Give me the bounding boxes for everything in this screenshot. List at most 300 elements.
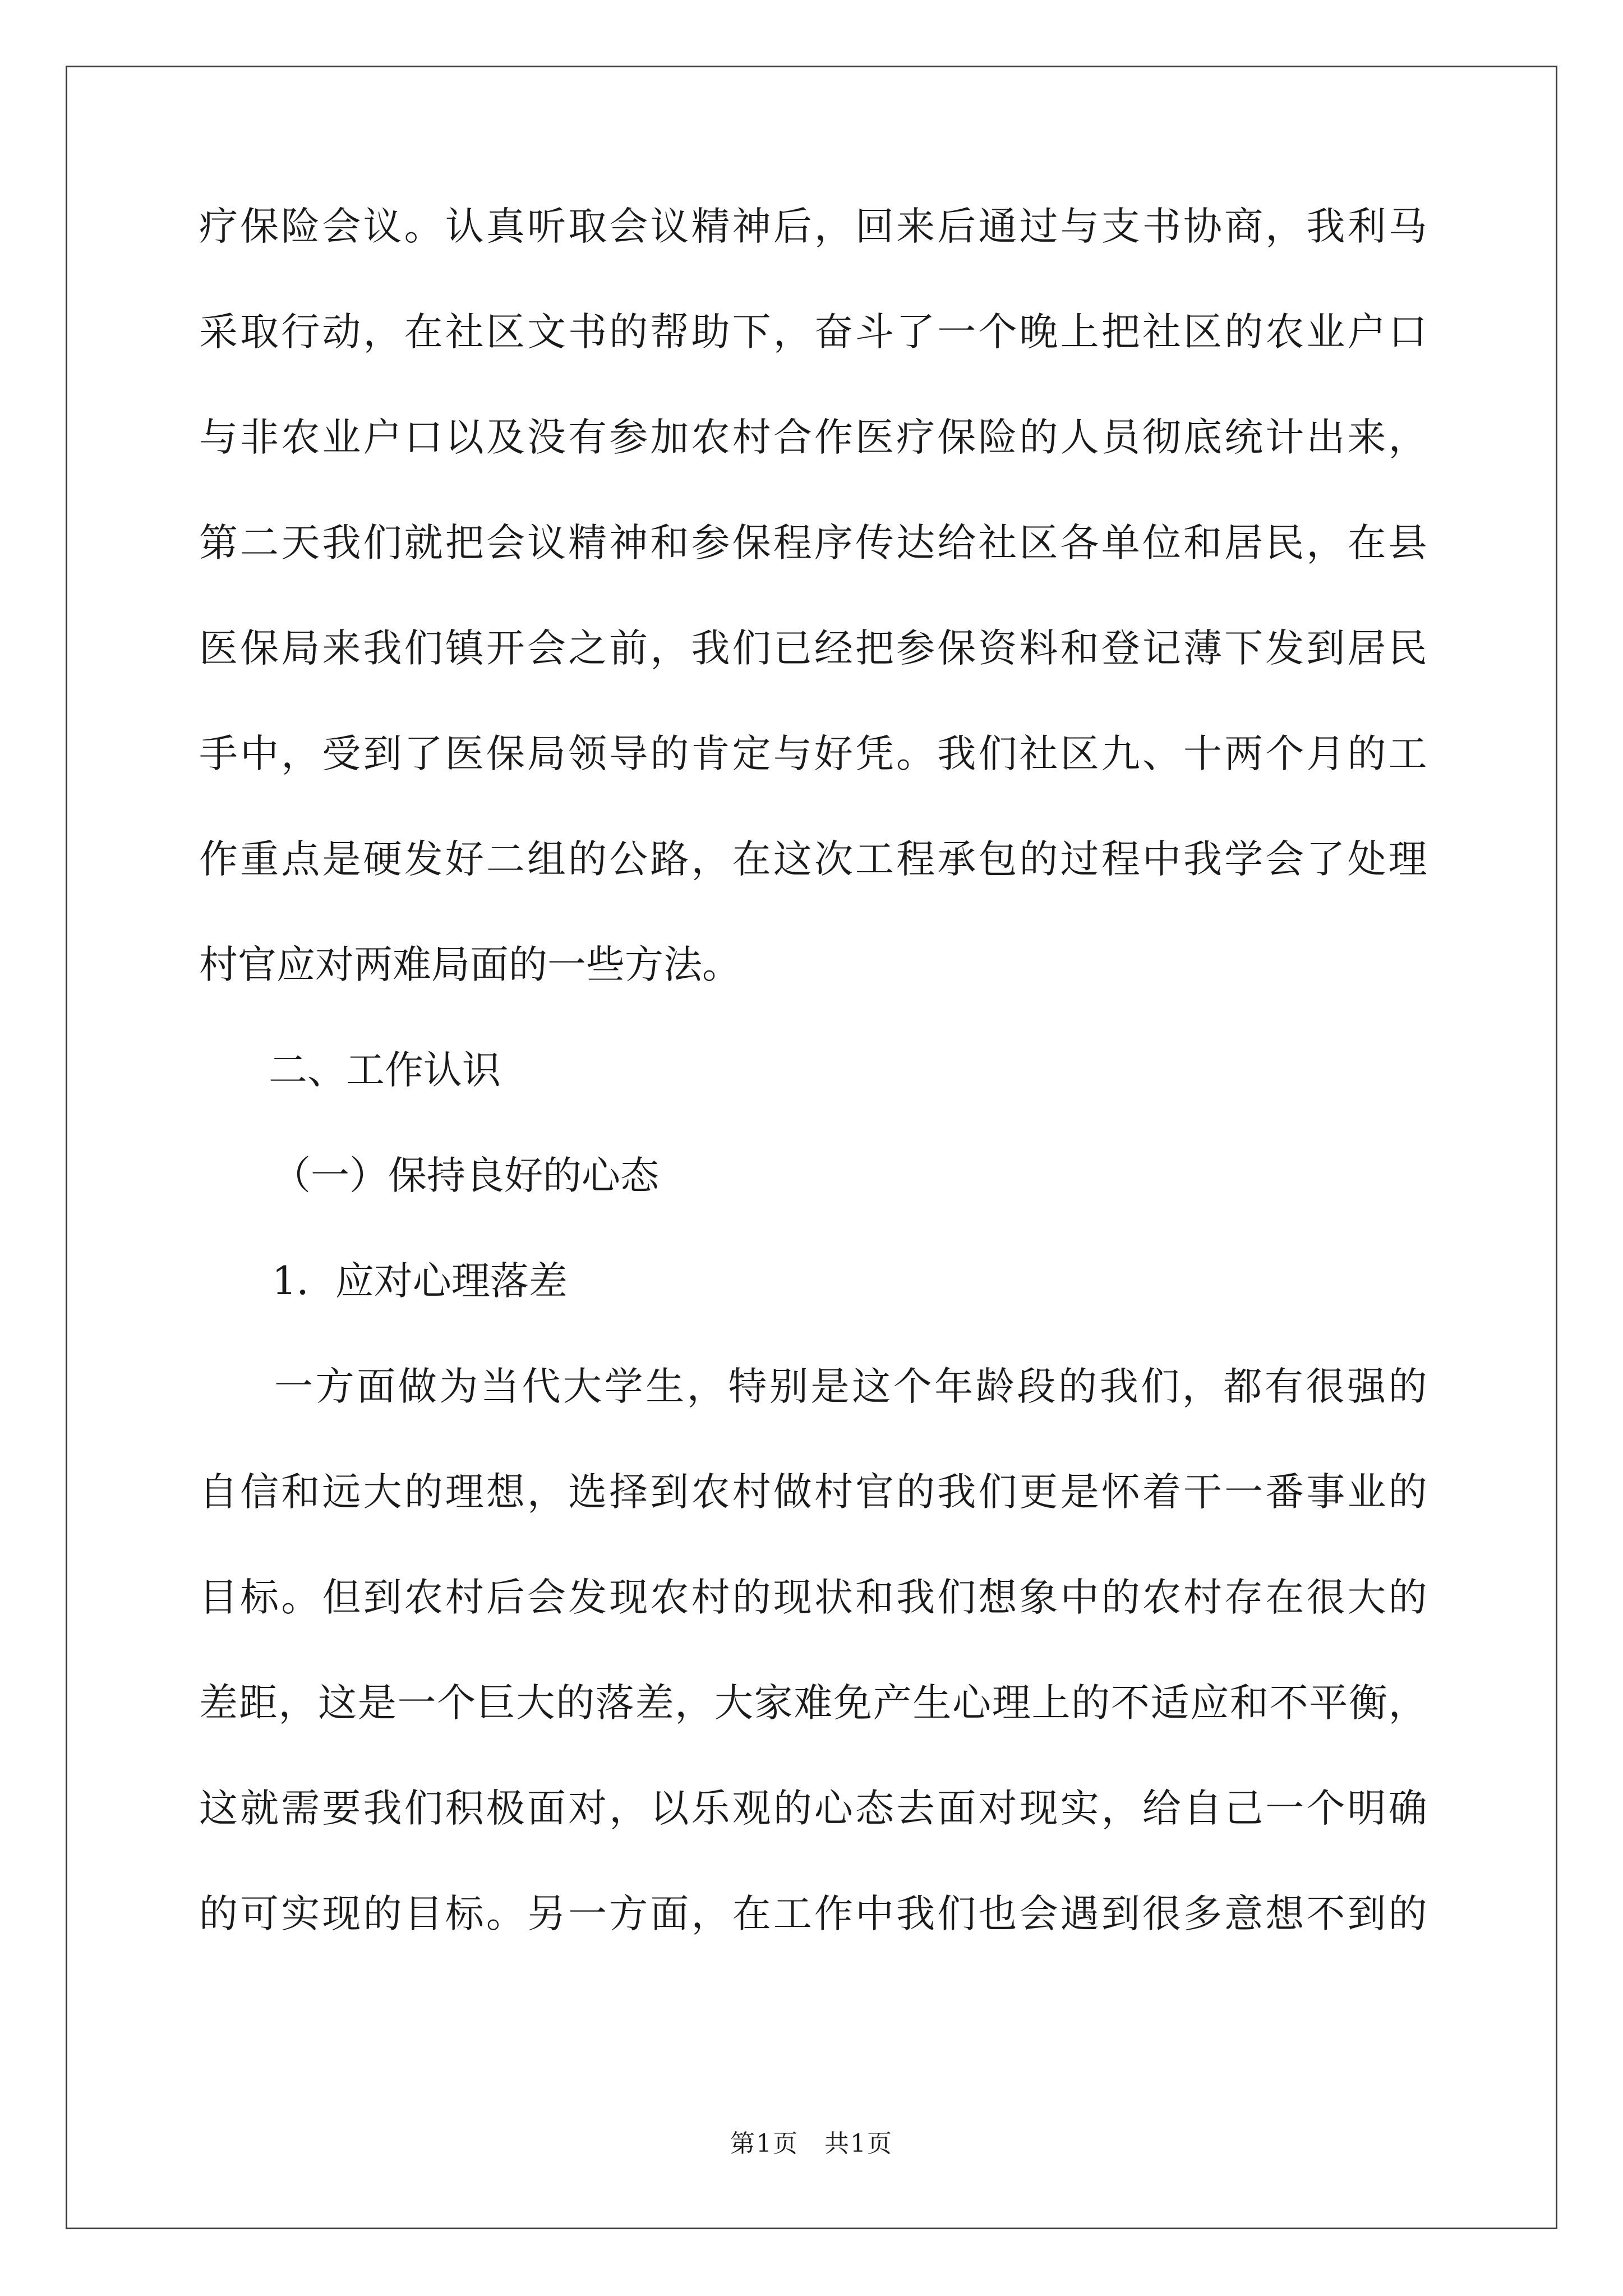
text-char: 的 <box>404 1470 443 1515</box>
text-char: 二 <box>240 521 279 565</box>
text-char: 月 <box>1306 731 1345 776</box>
text-char: 但 <box>322 1575 361 1620</box>
text-char: 做 <box>398 1364 437 1409</box>
text-char: 大 <box>563 1364 602 1409</box>
text-char: 。 <box>404 204 443 249</box>
text-char: 九 <box>1101 731 1140 776</box>
text-char: 奋 <box>814 310 853 355</box>
text-char: 业 <box>1347 1470 1386 1515</box>
text-char: 议 <box>650 204 689 249</box>
text-char: 这 <box>852 1364 891 1409</box>
text-char: 强 <box>1347 1364 1386 1409</box>
text-char: 和 <box>855 1575 894 1620</box>
text-char: 去 <box>896 1786 935 1831</box>
text-char: 我 <box>896 1892 935 1936</box>
text-char: 后 <box>486 1575 525 1620</box>
text-char: 衡 <box>1348 1681 1387 1726</box>
text-char: 险 <box>978 415 1017 460</box>
text-char: 助 <box>691 310 730 355</box>
document-body <box>199 204 1427 2000</box>
text-char: 大 <box>714 1681 753 1726</box>
text-char: 我 <box>691 626 730 671</box>
text-char: 没 <box>527 415 566 460</box>
text-char: 路 <box>650 837 689 882</box>
text-char: 手 <box>199 731 238 776</box>
text-char: 现 <box>322 1892 361 1936</box>
text-char: 学 <box>1224 837 1264 882</box>
text-char: 们 <box>937 1892 976 1936</box>
text-char: 生 <box>912 1681 952 1726</box>
text-char: 巨 <box>476 1681 515 1726</box>
text-char: 计 <box>1265 415 1304 460</box>
text-char: 好 <box>814 731 853 776</box>
text-char: 民 <box>1265 521 1304 565</box>
text-char: 发 <box>1265 626 1304 671</box>
text-line <box>199 731 1427 840</box>
text-char: 信 <box>240 1470 279 1515</box>
text-char: 序 <box>814 521 853 565</box>
text-line <box>199 1575 1427 1684</box>
text-char: 的 <box>1388 1364 1427 1409</box>
text-char: 有 <box>568 415 607 460</box>
text-char: 免 <box>833 1681 872 1726</box>
text-char: 单 <box>1101 521 1140 565</box>
text-char: 统 <box>1224 415 1264 460</box>
text-char: 特 <box>728 1364 767 1409</box>
text-char: ， <box>609 1786 648 1831</box>
text-char: 把 <box>1101 310 1140 355</box>
text-char: 处 <box>1347 837 1386 882</box>
text-char: 一 <box>937 310 976 355</box>
text-char: 龄 <box>975 1364 1015 1409</box>
text-char: 和 <box>1183 521 1222 565</box>
text-char: 保 <box>240 626 279 671</box>
text-char: 不 <box>1110 1681 1150 1726</box>
text-char: 底 <box>1183 415 1222 460</box>
text-char: 中 <box>240 731 279 776</box>
text-char: 把 <box>855 626 894 671</box>
text-char: 居 <box>1347 626 1386 671</box>
text-char: 年 <box>934 1364 974 1409</box>
text-char: 们 <box>1141 1364 1180 1409</box>
text-char: 两 <box>1224 731 1264 776</box>
text-char: 的 <box>1388 1575 1427 1620</box>
text-char: 的 <box>1019 415 1058 460</box>
text-char: 在 <box>1347 521 1386 565</box>
text-char: 保 <box>732 521 771 565</box>
text-char: 农 <box>281 415 320 460</box>
text-char: 中 <box>855 1892 894 1936</box>
text-char: 民 <box>1388 626 1427 671</box>
text-char: 一 <box>274 1364 313 1409</box>
text-char: 我 <box>363 626 402 671</box>
text-char: 县 <box>1388 521 1427 565</box>
text-char: 前 <box>609 626 648 671</box>
text-char: 做 <box>773 1470 812 1515</box>
text-char: 学 <box>604 1364 643 1409</box>
text-char: 程 <box>1101 837 1140 882</box>
text-char: 在 <box>404 310 443 355</box>
text-char: 肯 <box>691 731 730 776</box>
text-char: 代 <box>522 1364 561 1409</box>
text-char: 个 <box>978 310 1017 355</box>
text-char: 另 <box>527 1892 566 1936</box>
text-char: 都 <box>1223 1364 1262 1409</box>
text-char: 承 <box>937 837 976 882</box>
text-char: 有 <box>1264 1364 1303 1409</box>
text-char: 之 <box>568 626 607 671</box>
text-char: 到 <box>363 1575 402 1620</box>
text-char: 定 <box>732 731 771 776</box>
text-char: 的 <box>896 1470 935 1515</box>
text-char: 家 <box>754 1681 793 1726</box>
text-char: 观 <box>732 1786 771 1831</box>
text-char: ， <box>278 1681 317 1726</box>
text-line <box>199 204 1427 313</box>
text-char: ， <box>691 1892 730 1936</box>
text-char: 到 <box>363 731 402 776</box>
text-char: 是 <box>357 1681 396 1726</box>
text-char: 协 <box>1183 204 1222 249</box>
text-char: 开 <box>486 626 525 671</box>
text-line <box>199 1786 1427 1895</box>
text-char: 为 <box>439 1364 478 1409</box>
text-char: 疗 <box>199 204 238 249</box>
text-char: 行 <box>281 310 320 355</box>
text-char: 不 <box>1306 1892 1345 1936</box>
text-char: 距 <box>238 1681 278 1726</box>
text-char: 我 <box>363 1786 402 1831</box>
text-char: 农 <box>650 1575 689 1620</box>
text-char: 居 <box>1224 521 1264 565</box>
text-char: 农 <box>691 1470 730 1515</box>
text-char: 标 <box>240 1575 279 1620</box>
text-char: 区 <box>1019 521 1058 565</box>
text-char: 个 <box>437 1681 476 1726</box>
text-char: 合 <box>773 415 812 460</box>
item-heading: 1．应对心理落差 <box>272 1259 568 1304</box>
text-char: 差 <box>635 1681 674 1726</box>
text-char: 的 <box>1388 1892 1427 1936</box>
text-char: 们 <box>978 731 1017 776</box>
text-char: ， <box>1182 1364 1221 1409</box>
text-char: 心 <box>814 1786 853 1831</box>
text-char: 这 <box>773 837 812 882</box>
text-char: 是 <box>322 837 361 882</box>
text-char: 方 <box>315 1364 354 1409</box>
text-char: 局 <box>527 731 566 776</box>
text-char: 选 <box>568 1470 607 1515</box>
text-char: 保 <box>486 731 525 776</box>
text-char: ， <box>814 204 853 249</box>
text-char: 把 <box>445 521 484 565</box>
text-char: 们 <box>404 626 443 671</box>
text-char: 作 <box>199 837 238 882</box>
text-char: 与 <box>199 415 238 460</box>
text-char: 会 <box>486 521 525 565</box>
text-char: 我 <box>322 521 361 565</box>
text-char: 业 <box>322 415 361 460</box>
text-char: ， <box>675 1681 714 1726</box>
text-char: 村 <box>1183 1575 1222 1620</box>
text-line <box>199 1364 1427 1473</box>
text-char: 。 <box>486 1892 525 1936</box>
text-char: 户 <box>1347 310 1386 355</box>
text-char: 到 <box>1306 626 1345 671</box>
text-char: 的 <box>1347 731 1386 776</box>
text-char: 精 <box>568 521 607 565</box>
text-char: 书 <box>1142 204 1181 249</box>
text-char: 到 <box>1347 1892 1386 1936</box>
text-char: 会 <box>527 1575 566 1620</box>
text-char: 口 <box>404 415 443 460</box>
text-char: 社 <box>445 310 484 355</box>
text-char: 已 <box>773 626 812 671</box>
text-char: 。 <box>281 1575 320 1620</box>
text-char: 发 <box>568 1575 607 1620</box>
text-char: 个 <box>1265 731 1304 776</box>
text-char: 程 <box>773 521 812 565</box>
text-char: ， <box>281 731 320 776</box>
text-char: 和 <box>281 1470 320 1515</box>
text-char: 中 <box>1060 1575 1099 1620</box>
text-char: 多 <box>1183 1892 1222 1936</box>
text-char: 目 <box>404 1892 443 1936</box>
text-char: 的 <box>773 1786 812 1831</box>
text-char: 个 <box>1306 1786 1345 1831</box>
text-line <box>199 1681 1427 1789</box>
text-char: 马 <box>1388 204 1427 249</box>
text-char: 书 <box>568 310 607 355</box>
text-char: 官 <box>855 1470 894 1515</box>
text-char: 商 <box>1224 204 1264 249</box>
text-char: 需 <box>281 1786 320 1831</box>
text-char: 来 <box>896 204 935 249</box>
text-char: 明 <box>1347 1786 1386 1831</box>
text-char: 经 <box>814 626 853 671</box>
text-char: 很 <box>1306 1575 1345 1620</box>
text-char: 作 <box>814 1892 853 1936</box>
text-char: 理 <box>445 1470 484 1515</box>
text-char: 区 <box>486 310 525 355</box>
text-char: 参 <box>896 626 935 671</box>
text-char: 及 <box>486 415 525 460</box>
text-char: 产 <box>873 1681 912 1726</box>
text-char: 支 <box>1101 204 1140 249</box>
text-char: 确 <box>1388 1786 1427 1831</box>
text-char: 议 <box>363 204 402 249</box>
text-char: ， <box>1306 521 1345 565</box>
text-char: 的 <box>1224 310 1264 355</box>
text-char: 位 <box>1142 521 1181 565</box>
text-char: 料 <box>1019 626 1058 671</box>
text-char: 工 <box>1388 731 1427 776</box>
text-char: 听 <box>527 204 566 249</box>
text-char: 真 <box>486 204 525 249</box>
text-char: 方 <box>609 1892 648 1936</box>
text-char: 的 <box>199 1892 238 1936</box>
text-char: 天 <box>281 521 320 565</box>
text-char: 回 <box>855 204 894 249</box>
text-char: 乐 <box>691 1786 730 1831</box>
text-char: 我 <box>1306 204 1345 249</box>
text-char: 与 <box>1060 204 1099 249</box>
text-char: 点 <box>281 837 320 882</box>
text-char: ， <box>1388 415 1427 460</box>
text-char: 上 <box>1031 1681 1071 1726</box>
text-char: 面 <box>937 1786 976 1831</box>
page-footer: 第1页 共1页 <box>730 2129 893 2158</box>
text-char: 十 <box>1183 731 1222 776</box>
text-char: 理 <box>992 1681 1031 1726</box>
text-char: 精 <box>691 204 730 249</box>
text-char: 番 <box>1265 1470 1304 1515</box>
text-char: 社 <box>1019 731 1058 776</box>
text-char: 对 <box>978 1786 1017 1831</box>
text-char: 积 <box>445 1786 484 1831</box>
text-char: 落 <box>595 1681 634 1726</box>
text-char: 薄 <box>1183 626 1222 671</box>
text-char: 业 <box>1306 310 1345 355</box>
text-char: 后 <box>937 204 976 249</box>
text-char: ， <box>1388 1681 1427 1726</box>
text-char: 己 <box>1224 1786 1264 1831</box>
text-char: 帮 <box>650 310 689 355</box>
text-char: 的 <box>1388 1470 1427 1515</box>
text-char: 镇 <box>445 626 484 671</box>
text-char: 彻 <box>1142 415 1181 460</box>
text-char: 一 <box>397 1681 436 1726</box>
text-char: 导 <box>609 731 648 776</box>
text-char: ， <box>527 1470 566 1515</box>
text-char: 在 <box>1265 1575 1304 1620</box>
text-char: 我 <box>937 731 976 776</box>
text-char: 给 <box>937 521 976 565</box>
text-char: ， <box>691 837 730 882</box>
text-char: 应 <box>1190 1681 1229 1726</box>
text-char: 象 <box>1019 1575 1058 1620</box>
text-char: 各 <box>1060 521 1099 565</box>
text-char: 村 <box>814 1470 853 1515</box>
text-char: 农 <box>1142 1575 1181 1620</box>
text-char: 来 <box>322 626 361 671</box>
text-char: ， <box>773 310 812 355</box>
text-char: 这 <box>318 1681 357 1726</box>
text-char: 中 <box>1142 837 1181 882</box>
text-char: 加 <box>650 415 689 460</box>
text-char: 会 <box>609 204 648 249</box>
text-char: 村 <box>732 1470 771 1515</box>
text-char: 动 <box>322 310 361 355</box>
text-char: 们 <box>732 626 771 671</box>
text-char: 差 <box>199 1681 238 1726</box>
text-char: 局 <box>281 626 320 671</box>
text-line <box>199 626 1427 735</box>
text-char: 和 <box>1229 1681 1269 1726</box>
text-char: 自 <box>1183 1786 1222 1831</box>
text-char: 会 <box>1019 1892 1058 1936</box>
text-char: 以 <box>650 1786 689 1831</box>
text-char: 记 <box>1142 626 1181 671</box>
text-char: 想 <box>486 1470 525 1515</box>
text-char: 实 <box>281 1892 320 1936</box>
text-line <box>199 837 1427 946</box>
text-char: 以 <box>445 415 484 460</box>
text-char: 就 <box>240 1786 279 1831</box>
text-char: 晚 <box>1019 310 1058 355</box>
text-char: 个 <box>893 1364 932 1409</box>
text-char: 一 <box>1224 1470 1264 1515</box>
text-char: 面 <box>650 1892 689 1936</box>
text-char: 们 <box>404 1786 443 1831</box>
text-char: 不 <box>1269 1681 1308 1726</box>
text-char: 议 <box>527 521 566 565</box>
text-char: 心 <box>952 1681 992 1726</box>
text-char: 次 <box>814 837 853 882</box>
text-char: 工 <box>855 837 894 882</box>
text-char: 标 <box>445 1892 484 1936</box>
text-line <box>199 415 1427 524</box>
text-char: 医 <box>199 626 238 671</box>
text-char: 在 <box>732 837 771 882</box>
text-char: 目 <box>199 1575 238 1620</box>
text-char: 非 <box>240 415 279 460</box>
text-char: 凭 <box>855 731 894 776</box>
text-char: 过 <box>1060 837 1099 882</box>
text-char: 好 <box>445 837 484 882</box>
text-char: 择 <box>609 1470 648 1515</box>
text-char: 医 <box>855 415 894 460</box>
text-char: 区 <box>1060 731 1099 776</box>
text-char: 遇 <box>1060 1892 1099 1936</box>
text-char: 社 <box>978 521 1017 565</box>
text-char: 大 <box>363 1470 402 1515</box>
text-char: 险 <box>281 204 320 249</box>
text-char: 社 <box>1142 310 1181 355</box>
text-char: 了 <box>404 731 443 776</box>
text-char: 下 <box>732 310 771 355</box>
text-char: 状 <box>814 1575 853 1620</box>
subsection-heading: （一）保持良好的心态 <box>272 1153 659 1198</box>
text-char: 要 <box>322 1786 361 1831</box>
text-char: 了 <box>1306 837 1345 882</box>
text-char: 极 <box>486 1786 525 1831</box>
text-char: 平 <box>1309 1681 1348 1726</box>
text-char: 的 <box>609 310 648 355</box>
text-char: 重 <box>240 837 279 882</box>
text-char: 一 <box>1265 1786 1304 1831</box>
text-char: 第 <box>199 521 238 565</box>
text-char: 到 <box>1101 1892 1140 1936</box>
text-char: ， <box>650 626 689 671</box>
text-char: 农 <box>404 1575 443 1620</box>
text-char: 当 <box>480 1364 519 1409</box>
text-char: 区 <box>1183 310 1222 355</box>
text-char: 在 <box>732 1892 771 1936</box>
text-char: 受 <box>322 731 361 776</box>
text-char: 了 <box>896 310 935 355</box>
text-char: 硬 <box>363 837 402 882</box>
text-char: 现 <box>773 1575 812 1620</box>
text-char: 利 <box>1347 204 1386 249</box>
text-char: 着 <box>1142 1470 1181 1515</box>
text-char: 组 <box>527 837 566 882</box>
text-char: ， <box>686 1364 726 1409</box>
text-char: 难 <box>794 1681 833 1726</box>
text-char: 是 <box>810 1364 850 1409</box>
text-char: 程 <box>896 837 935 882</box>
text-char: 们 <box>363 521 402 565</box>
